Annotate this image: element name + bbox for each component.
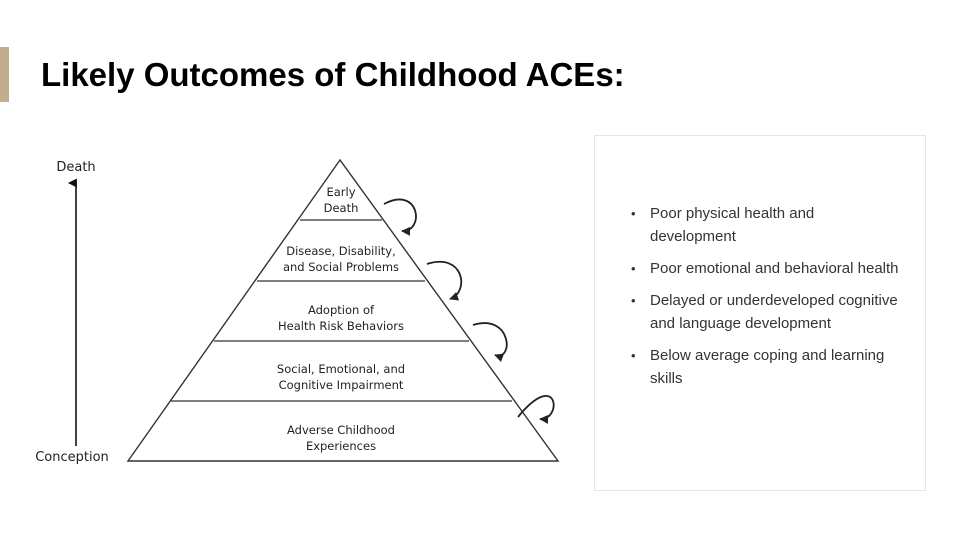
outcomes-panel: [594, 135, 926, 491]
pyramid-level-label: and Social Problems: [282, 260, 400, 274]
bullet-text: Delayed or underdeveloped cognitive and language development: [650, 292, 898, 332]
pyramid-level-label: Adoption of: [307, 303, 375, 317]
bullet-text: Below average coping and learning skills: [650, 347, 885, 387]
list-item: [631, 202, 901, 248]
list-item: [631, 289, 901, 335]
bullet-marker: •: [631, 293, 636, 308]
bullet-marker: •: [631, 206, 636, 221]
pyramid-level-label: Cognitive Impairment: [278, 378, 404, 392]
outcomes-list: [631, 202, 901, 399]
pyramid-level-label: Adverse Childhood: [287, 423, 395, 437]
bullet-text: Poor emotional and behavioral health: [650, 260, 899, 277]
axis-bottom-label: Conception: [35, 450, 109, 465]
bullet-marker: •: [631, 261, 636, 276]
bullet-marker: •: [631, 348, 636, 363]
list-item: [631, 344, 901, 390]
pyramid-level-label: Health Risk Behaviors: [278, 319, 404, 333]
pyramid-level-label: Social, Emotional, and: [276, 362, 406, 376]
pyramid-level-label: Disease, Disability,: [286, 244, 396, 258]
slide-title: Likely Outcomes of Childhood ACEs:: [41, 56, 625, 93]
list-item: [631, 257, 901, 280]
pyramid-level-label: Early: [326, 185, 356, 199]
pyramid-level-label: Death: [323, 201, 359, 215]
bullet-text: Poor physical health and development: [650, 205, 815, 245]
pyramid-level-label: Experiences: [305, 439, 377, 453]
axis-top-label: Death: [56, 160, 96, 175]
